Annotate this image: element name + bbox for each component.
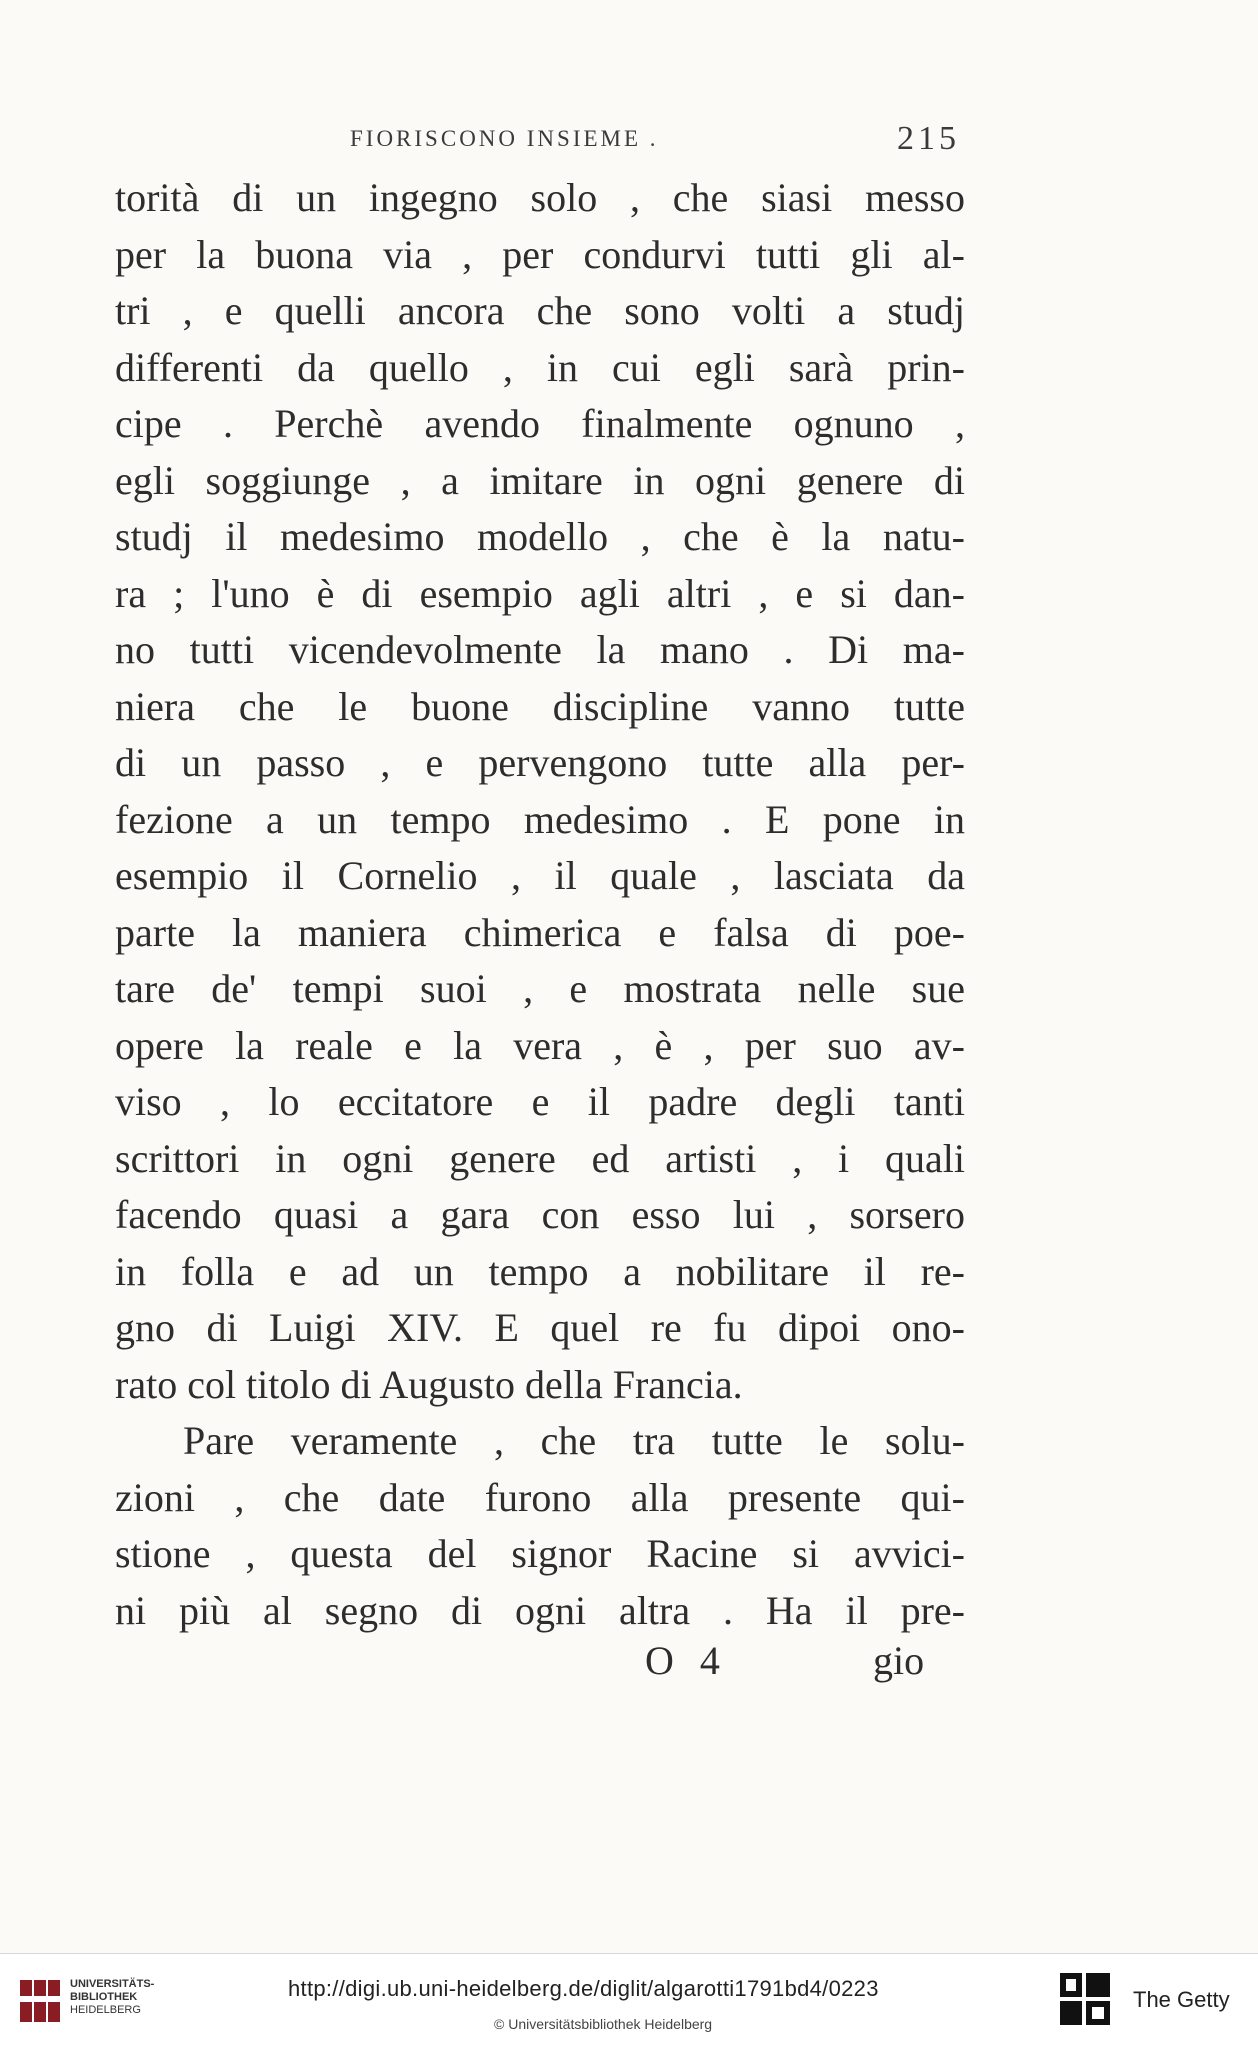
catchword: gio (873, 1638, 925, 1683)
text-line: viso , lo eccitatore e il padre degli tanti (115, 1079, 965, 1124)
text-line: gno di Luigi XIV. E quel re fu dipoi ono- (115, 1305, 965, 1350)
text-line: stione , questa del signor Racine si avvici- (115, 1531, 965, 1576)
page-number: 215 (897, 120, 960, 157)
text-line: tri , e quelli ancora che sono volti a studj (115, 288, 965, 333)
text-line: scrittori in ogni genere ed artisti , i quali (115, 1135, 965, 1181)
text-line: Pare veramente , che tra tutte le solu- (183, 1418, 965, 1463)
text-line: torità di un ingegno solo , che siasi messo (115, 175, 965, 220)
text-line: esempio il Cornelio , il quale , lasciata da (115, 853, 965, 898)
text-line: di un passo , e pervengono tutte alla per- (115, 740, 965, 785)
running-title: FIORISCONO INSIEME . (350, 126, 659, 151)
text-line: per la buona via , per condurvi tutti gli al- (115, 231, 965, 277)
text-line: cipe . Perchè avendo finalmente ognuno , (115, 401, 965, 446)
text-line: differenti da quello , in cui egli sarà prin- (115, 344, 965, 390)
text-line: ni più al segno di ogni altra . Ha il pre- (115, 1587, 965, 1633)
text-line: ra ; l'uno è di esempio agli altri , e si dan- (115, 570, 965, 616)
body-text (115, 170, 965, 1639)
text-line: fezione a un tempo medesimo . E pone in (115, 796, 965, 842)
library-name: UNIVERSITÄTS- BIBLIOTHEK HEIDELBERG (70, 1978, 155, 2016)
text-line: studj il medesimo modello , che è la natu- (115, 514, 965, 559)
getty-logo-icon (1058, 1971, 1112, 2031)
text-line: rato col titolo di Augusto della Francia. (115, 1361, 743, 1407)
text-line: in folla e ad un tempo a nobilitare il re- (115, 1248, 965, 1294)
viewer-footer (0, 1953, 1258, 2048)
text-line: opere la reale e la vera , è , per suo av- (115, 1022, 965, 1068)
text-line: zioni , che date furono alla presente qui- (115, 1474, 965, 1520)
text-line: tare de' tempi suoi , e mostrata nelle sue (115, 966, 965, 1011)
partner-name: The Getty (1133, 1987, 1230, 2012)
text-line: parte la maniera chimerica e falsa di poe- (115, 909, 965, 955)
text-line: no tutti vicendevolmente la mano . Di ma- (115, 627, 965, 672)
permalink-url[interactable]: http://digi.ub.uni-heidelberg.de/diglit/algarotti1791bd4/0223 (288, 1976, 879, 2001)
signature-mark: O 4 (645, 1638, 728, 1683)
text-line: egli soggiunge , a imitare in ogni genere di (115, 457, 965, 503)
copyright-notice: © Universitätsbibliothek Heidelberg (494, 2016, 713, 2032)
university-library-logo-icon (18, 1976, 62, 2026)
text-line: facendo quasi a gara con esso lui , sorsero (115, 1192, 965, 1237)
page-footer-line (115, 1637, 965, 1693)
text-line: niera che le buone discipline vanno tutte (115, 683, 965, 729)
